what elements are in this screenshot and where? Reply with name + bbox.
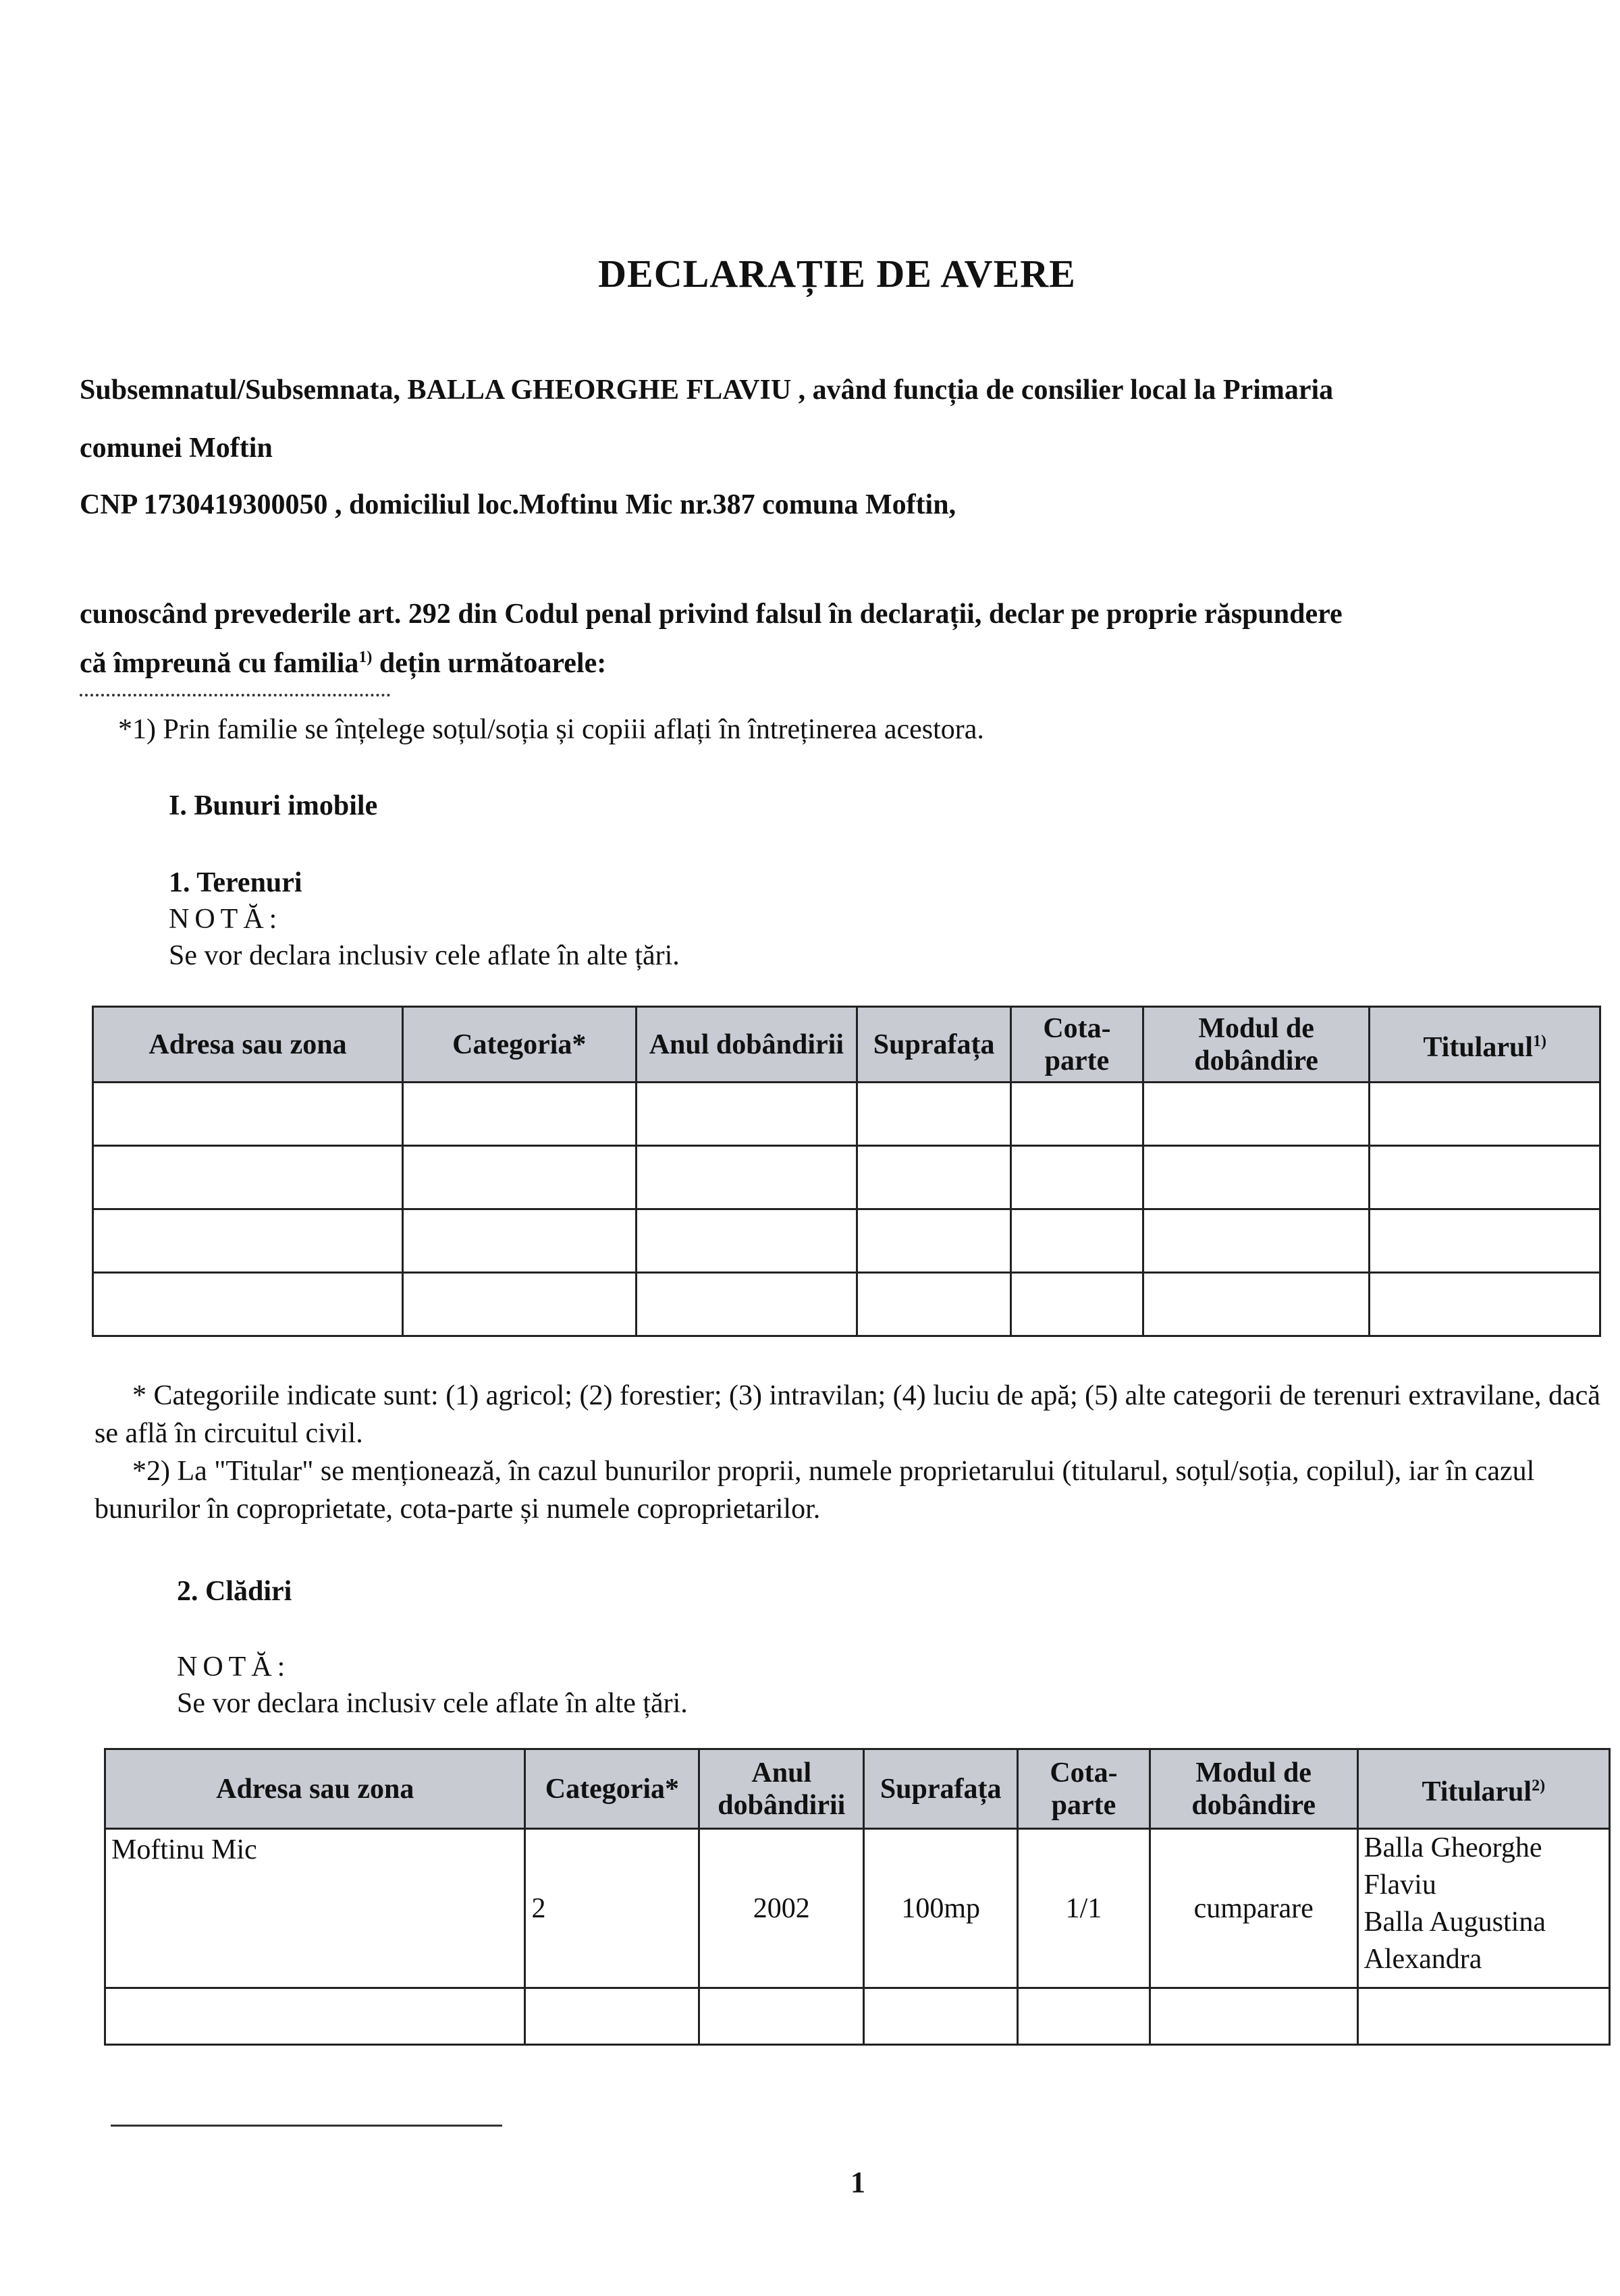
header-cota: Cota-parte: [1011, 1007, 1143, 1083]
header-suprafata: Suprafața: [864, 1749, 1018, 1829]
cell-cota: 1/1: [1018, 1829, 1150, 1988]
nota-label-terenuri: NOTĂ:: [169, 904, 283, 935]
header-titular-label: Titularul: [1423, 1032, 1533, 1063]
header-suprafata: Suprafața: [857, 1007, 1011, 1083]
intro-line-4: cunoscând prevederile art. 292 din Codul penal privind falsul în declarații, declar pe proprie răspundere: [80, 599, 1343, 630]
section-heading-bunuri-imobile: I. Bunuri imobile: [169, 790, 378, 821]
intro-line-2: comunei Moftin: [80, 433, 273, 464]
header-categoria: Categoria*: [525, 1749, 699, 1829]
header-adresa: Adresa sau zona: [105, 1749, 525, 1829]
table-row: [105, 1988, 1610, 2045]
cladiri-table: [104, 1748, 1611, 2046]
header-adresa: Adresa sau zona: [93, 1007, 403, 1083]
intro-line-5: [80, 637, 1605, 684]
header-titular-sup: 2): [1532, 1777, 1546, 1795]
header-titular-label: Titularul: [1422, 1776, 1532, 1807]
header-titular-sup: 1): [1533, 1033, 1546, 1050]
intro-line-5-a: că împreună cu familia: [80, 648, 359, 679]
table-row: [105, 1829, 1610, 1988]
header-modul: Modul de dobândire: [1150, 1749, 1357, 1829]
table-row: [93, 1273, 1600, 1336]
titular-line: Flaviu: [1364, 1869, 1436, 1901]
cell-suprafata: 100mp: [864, 1829, 1018, 1988]
cell-anul: 2002: [699, 1829, 864, 1988]
cell-modul: cumparare: [1150, 1829, 1357, 1988]
header-categoria: Categoria*: [403, 1007, 637, 1083]
nota-label-cladiri: NOTĂ:: [177, 1651, 291, 1683]
titular-line: Balla Gheorghe: [1364, 1832, 1542, 1863]
cladiri-header-row: [105, 1749, 1610, 1829]
header-anul: Anul dobândirii: [699, 1749, 864, 1829]
intro-line-3: CNP 1730419300050 , domiciliul loc.Moftinu Mic nr.387 comuna Moftin,: [80, 489, 956, 520]
document-title: DECLARAȚIE DE AVERE: [598, 252, 1076, 296]
cell-titular: [1357, 1829, 1609, 1988]
titular-line: Balla Augustina: [1364, 1907, 1546, 1938]
header-modul: Modul de dobândire: [1143, 1007, 1370, 1083]
nota-text-terenuri: Se vor declara inclusiv cele aflate în alte țări.: [169, 940, 680, 971]
table-row: [93, 1146, 1600, 1209]
intro-line-1: Subsemnatul/Subsemnata, BALLA GHEORGHE FLAVIU , având funcția de consilier local la Primaria: [80, 375, 1334, 406]
cell-categoria: 2: [525, 1829, 699, 1988]
header-titular: [1357, 1749, 1609, 1829]
terenuri-header-row: [93, 1007, 1600, 1083]
intro-line-5-b: dețin următoarele:: [372, 648, 607, 679]
titular-line: Alexandra: [1364, 1944, 1482, 1975]
header-cota: Cota-parte: [1018, 1749, 1150, 1829]
table-row: [93, 1083, 1600, 1146]
page-number: 1: [850, 2166, 865, 2199]
header-anul: Anul dobândirii: [636, 1007, 857, 1083]
dotted-separator: [80, 694, 390, 696]
header-titular: [1370, 1007, 1600, 1083]
footnote-categories: * Categoriile indicate sunt: (1) agricol; (2) forestier; (3) intravilan; (4) luciu de apă; (5) alte categorii de terenuri extravilane, dacă se află în circuitul civil.: [94, 1380, 1600, 1449]
footnote-family: *1) Prin familie se înțelege soțul/soția și copiii aflați în întreținerea acestora.: [118, 714, 984, 745]
footnote-ref: 1): [358, 649, 373, 666]
footnote-titular: *2) La "Titular" se menționează, în cazul bunurilor proprii, numele proprietarului (titularul, soțul/soția, copilul), iar în cazul bunurilor în coproprietate, cota-parte și numele coproprietarilor.: [94, 1456, 1535, 1525]
cell-adresa: Moftinu Mic: [105, 1829, 525, 1988]
subsection-heading-terenuri: 1. Terenuri: [169, 867, 302, 898]
nota-text-cladiri: Se vor declara inclusiv cele aflate în alte țări.: [177, 1688, 688, 1719]
footnote-separator-line: [111, 2125, 502, 2127]
subsection-heading-cladiri: 2. Clădiri: [177, 1576, 292, 1607]
table-row: [93, 1209, 1600, 1273]
terenuri-table: [92, 1006, 1601, 1337]
